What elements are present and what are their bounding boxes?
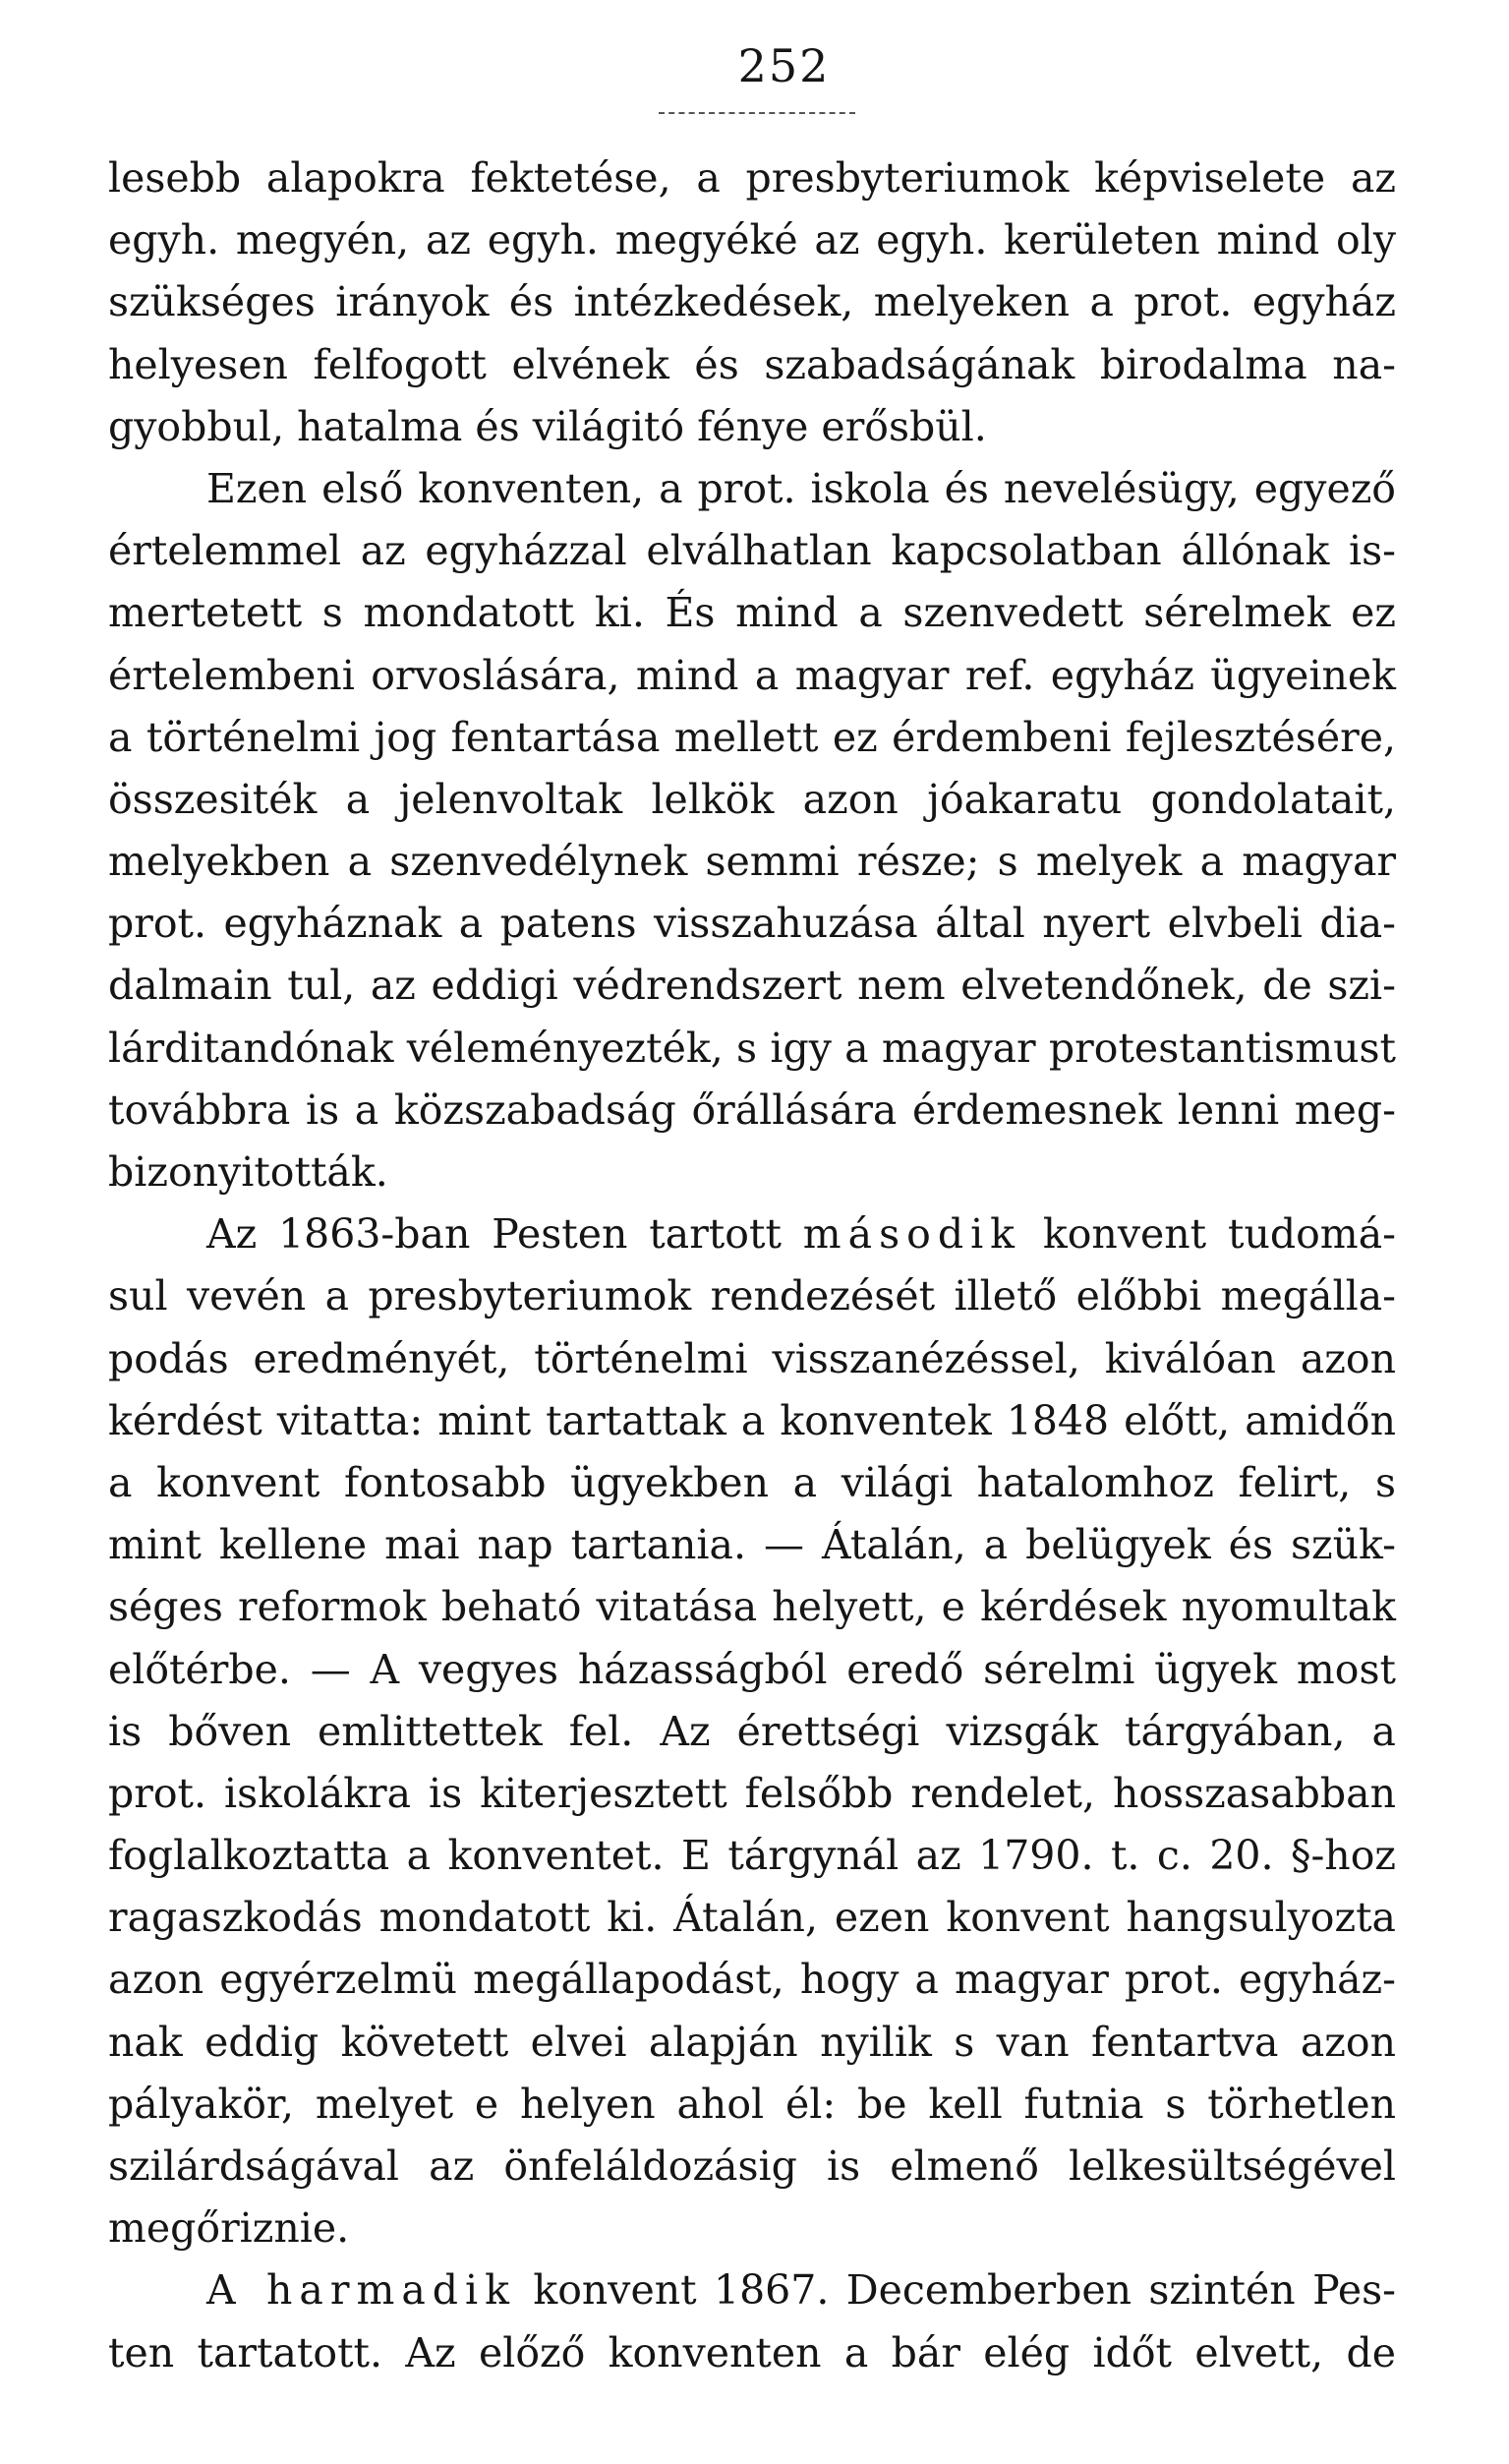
text-line: dalmain tul, az eddigi védrendszert nem elvetendőnek, de szi- xyxy=(108,962,1396,1010)
spaced-emphasis: második xyxy=(802,1210,1022,1259)
text-line: a történelmi jog fentartása mellett ez érdembeni fejlesztésére, xyxy=(108,713,1396,761)
text-line: egyh. megyén, az egyh. megyéké az egyh. kerületen mind oly xyxy=(108,216,1396,264)
text-line: kérdést vitatta: mint tartattak a konventek 1848 előtt, amidőn xyxy=(108,1396,1396,1444)
text-line: bizonyitották. xyxy=(108,1148,388,1196)
text-line: összesiték a jelenvoltak lelkök azon jóakaratu gondolatait, xyxy=(108,775,1396,823)
text-line: is bőven emlittettek fel. Az érettségi vizsgák tárgyában, a xyxy=(108,1707,1396,1755)
text-line: helyesen felfogott elvének és szabadságának birodalma na- xyxy=(108,340,1396,388)
text-line: ten tartatott. Az előző konventen a bár elég időt elvett, de xyxy=(108,2328,1396,2376)
line-segment: konvent tudomá- xyxy=(1021,1210,1396,1259)
text-line: séges reformok beható vitatása helyett, e kérdések nyomultak xyxy=(108,1583,1396,1631)
text-line: nak eddig követett elvei alapján nyilik s van fentartva azon xyxy=(108,2018,1396,2066)
text-line: prot. iskolákra is kiterjesztett felsőbb rendelet, hosszasabban xyxy=(108,1769,1396,1817)
text-line: pályakör, melyet e helyen ahol él: be kell futnia s törhetlen xyxy=(108,2080,1396,2128)
text-line: melyekben a szenvedélynek semmi része; s melyek a magyar xyxy=(108,838,1396,886)
text-line: előtérbe. — A vegyes házasságból eredő sérelmi ügyek most xyxy=(108,1645,1396,1693)
text-line: mertetett s mondatott ki. És mind a szenvedett sérelmek ez xyxy=(108,589,1396,637)
line-segment: konvent 1867. Decemberben szintén Pes- xyxy=(515,2266,1396,2315)
text-line: podás eredményét, történelmi visszanézéssel, kiválóan azon xyxy=(108,1334,1396,1382)
text-line: lesebb alapokra fektetése, a presbyteriumok képviselete az xyxy=(108,154,1396,202)
text-line: értelemmel az egyházzal elválhatlan kapcsolatban állónak is- xyxy=(108,527,1396,575)
text-line: a konvent fontosabb ügyekben a világi hatalomhoz felirt, s xyxy=(108,1458,1396,1506)
text-line: mint kellene mai nap tartania. — Átalán, a belügyek és szük- xyxy=(108,1521,1396,1569)
body-text xyxy=(108,147,1396,2384)
text-line xyxy=(108,2259,1396,2321)
text-line: ragaszkodás mondatott ki. Átalán, ezen konvent hangsulyozta xyxy=(108,1894,1396,1942)
text-line: foglalkoztatta a konventet. E tárgynál az 1790. t. c. 20. §-hoz xyxy=(108,1832,1396,1880)
text-line: Ezen első konventen, a prot. iskola és nevelésügy, egyező xyxy=(206,464,1396,512)
spaced-emphasis: A harmadik xyxy=(206,2266,516,2315)
text-line: értelembeni orvoslására, mind a magyar ref. egyház ügyeinek xyxy=(108,651,1396,699)
text-line: prot. egyháznak a patens visszahuzása által nyert elvbeli dia- xyxy=(108,900,1396,948)
line-segment: Az 1863-ban Pesten tartott xyxy=(206,1210,803,1259)
text-line: továbbra is a közszabadság őrállására érdemesnek lenni meg- xyxy=(108,1085,1396,1134)
text-line: gyobbul, hatalma és világitó fénye erősbül. xyxy=(108,402,987,450)
text-line: sul vevén a presbyteriumok rendezését illető előbbi megálla- xyxy=(108,1272,1396,1320)
text-line: szükséges irányok és intézkedések, melyeken a prot. egyház xyxy=(108,278,1396,326)
page-number-ornament xyxy=(659,106,855,114)
text-line xyxy=(108,1203,1396,1265)
text-line: azon egyérzelmü megállapodást, hogy a magyar prot. egyház- xyxy=(108,1956,1396,2004)
text-line: lárditandónak véleményezték, s igy a magyar protestantismust xyxy=(108,1024,1396,1072)
text-line: megőriznie. xyxy=(108,2204,350,2253)
page-number: 252 xyxy=(737,39,831,92)
text-line: szilárdságával az önfeláldozásig is elmenő lelkesültségével xyxy=(108,2142,1396,2190)
